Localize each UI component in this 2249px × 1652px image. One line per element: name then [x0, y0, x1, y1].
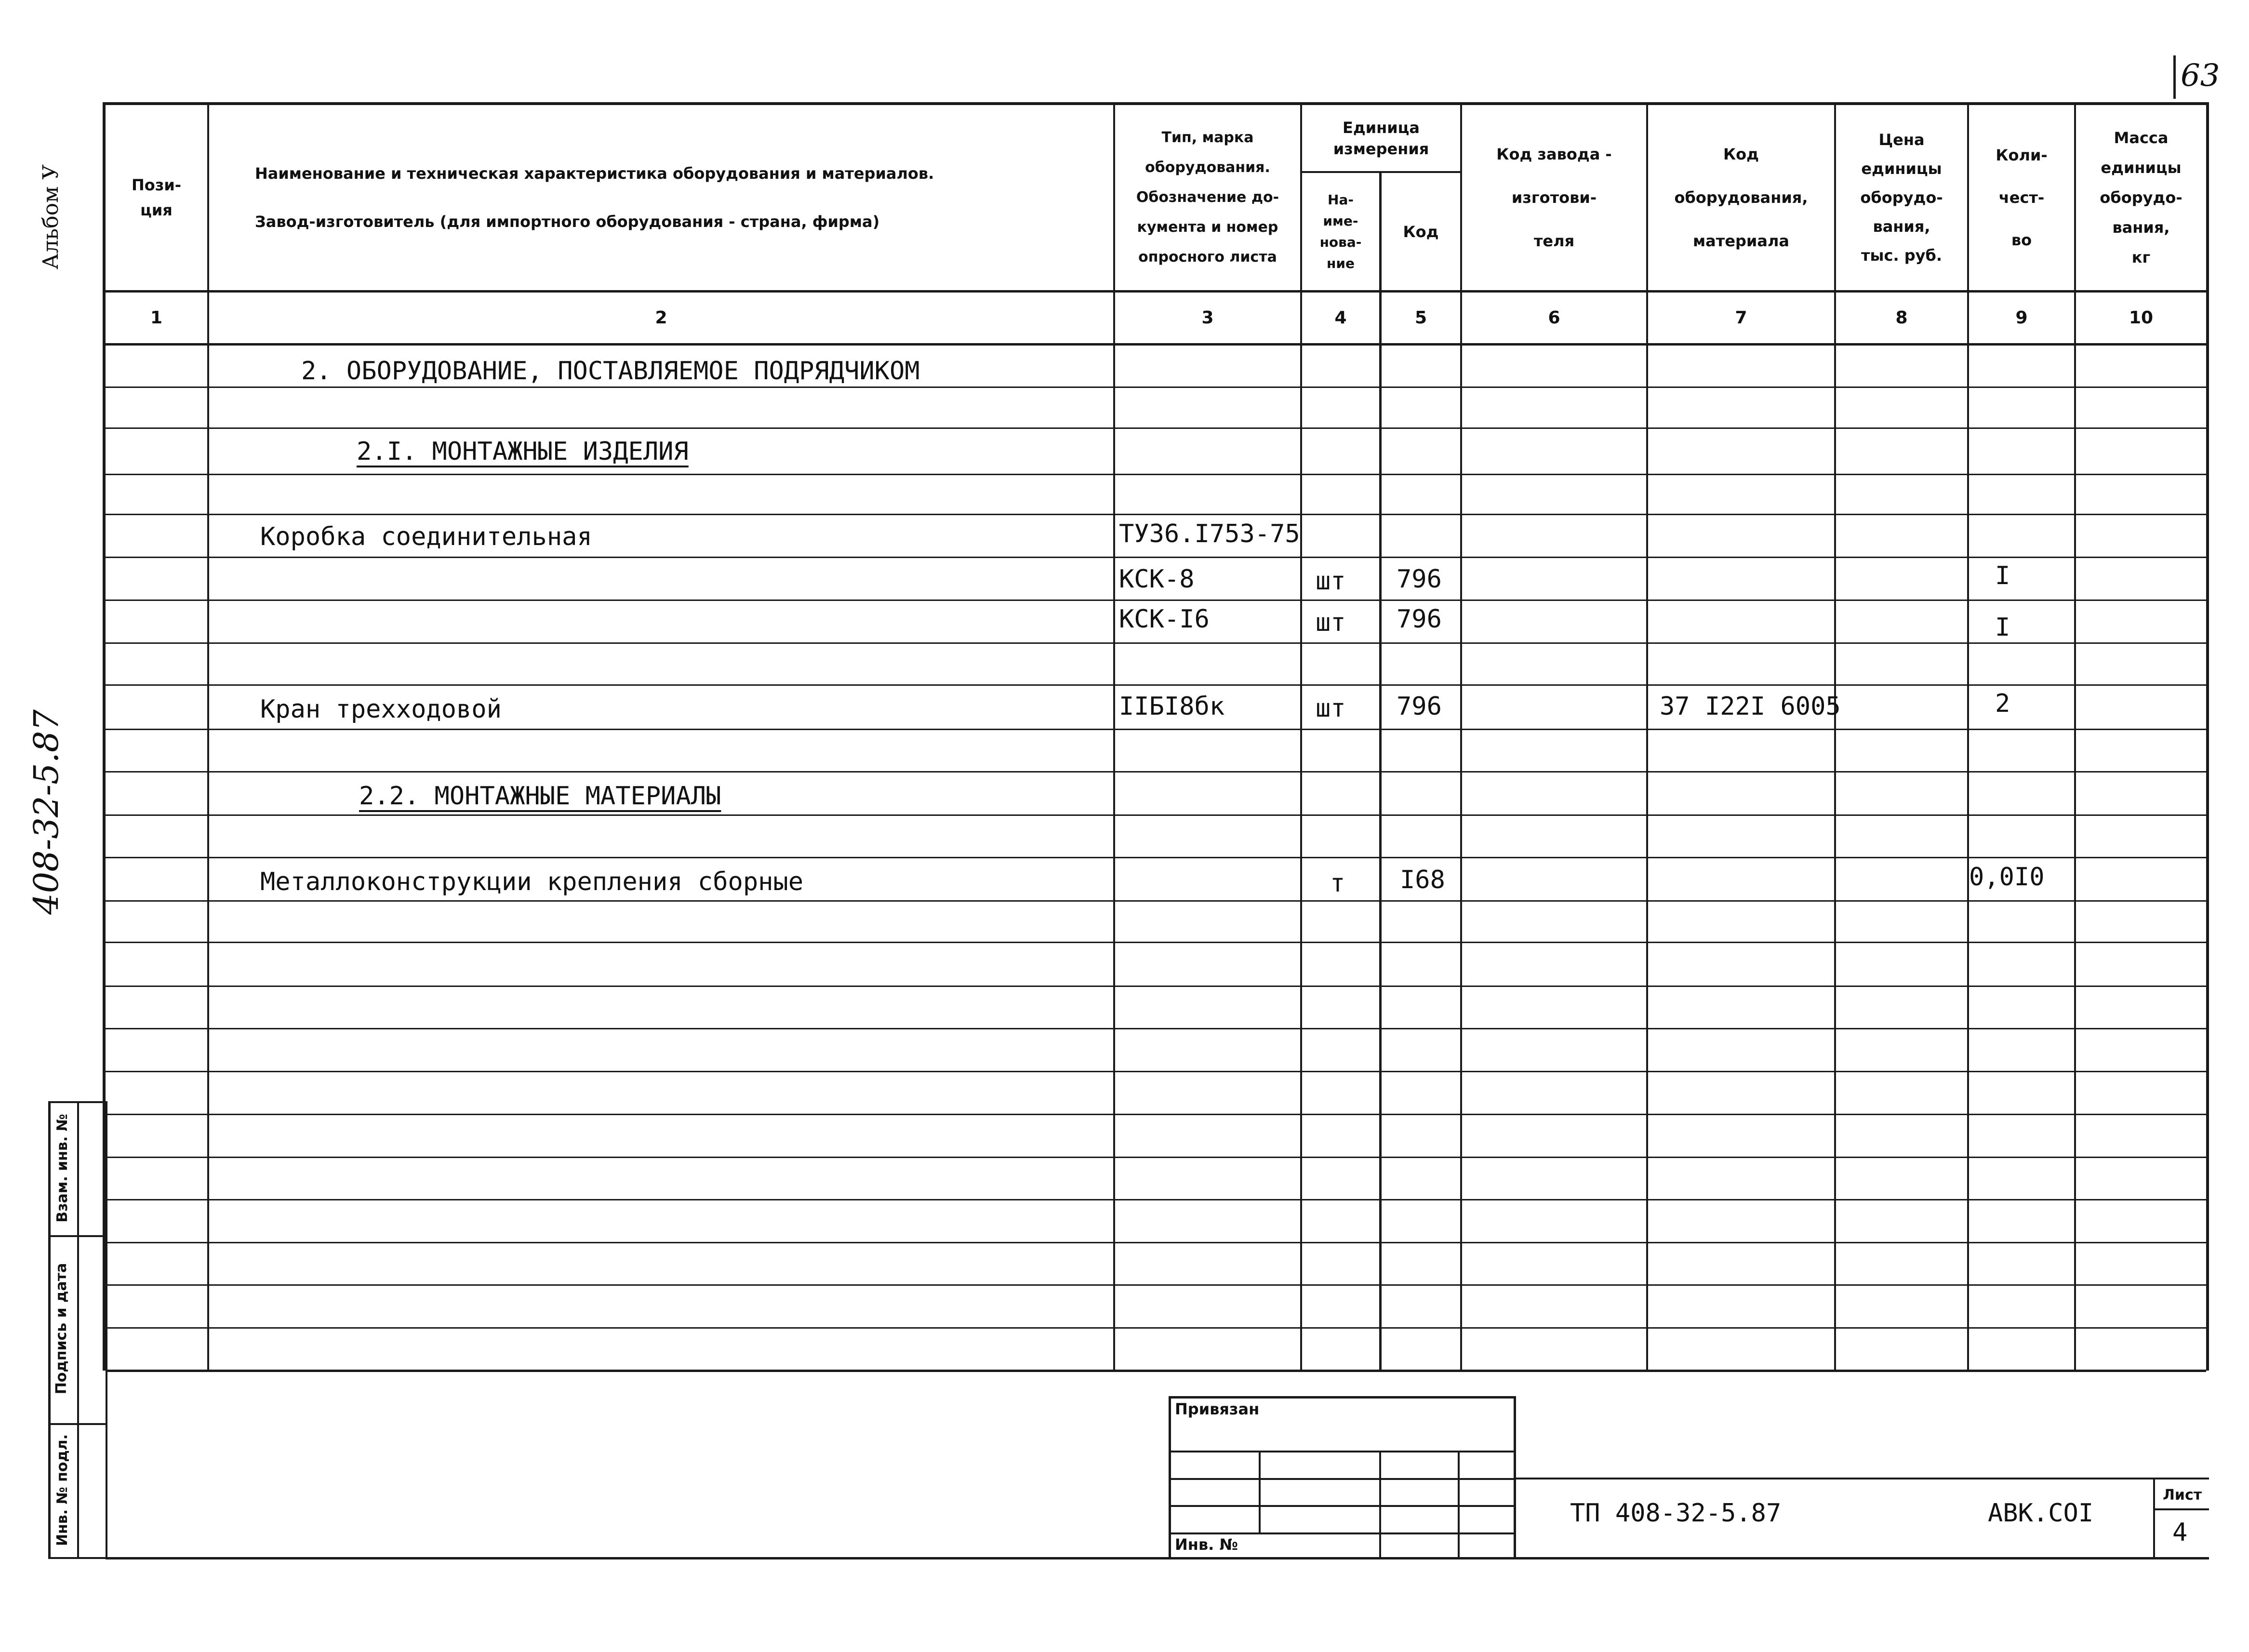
row-line: [106, 1028, 2206, 1029]
row-line: [106, 1157, 2206, 1158]
side-stamp-mid: [77, 1101, 79, 1559]
row-line: [106, 942, 2206, 943]
sheet-box-left: [2153, 1478, 2155, 1559]
privyazan-line4: [1169, 1532, 1516, 1534]
item-type: IIБI8бк: [1119, 692, 1225, 721]
header-equipment-code: [1648, 105, 1834, 290]
section-heading: 2.2. МОНТАЖНЫЕ МАТЕРИАЛЫ: [359, 782, 721, 811]
privyazan-col1: [1259, 1451, 1261, 1534]
header-type: [1115, 105, 1300, 290]
sheet-box-mid: [2153, 1508, 2209, 1510]
doc-code: ТП 408-32-5.87: [1570, 1499, 1782, 1528]
table-right-border: [2206, 102, 2209, 1371]
sheet-label: Лист: [2163, 1487, 2202, 1504]
header-unit-code-text: Код: [1403, 222, 1439, 241]
item-quantity: I: [1995, 613, 2010, 642]
header-equipment-code-text: Код оборудования, материала: [1674, 145, 1808, 250]
col-number: 4: [1334, 308, 1347, 328]
album-label-text: Альбом У: [39, 164, 63, 270]
doc-mark: АВК.COI: [1988, 1499, 2094, 1528]
row-line: [106, 729, 2206, 730]
row-line: [106, 771, 2206, 773]
header-position: [106, 105, 207, 290]
colnum-bottom-border: [103, 343, 2206, 346]
header-unit-name: [1302, 173, 1379, 290]
item-unit-code: I68: [1400, 866, 1445, 894]
row-line: [106, 474, 2206, 475]
item-name: Кран трехходовой: [260, 695, 502, 724]
item-equipment-code: 37 I22I 6005: [1660, 692, 1841, 721]
privyazan-col3: [1458, 1451, 1460, 1559]
row-line: [106, 642, 2206, 644]
col-number: 3: [1201, 308, 1214, 328]
item-type: КСК-8: [1119, 565, 1195, 594]
header-plant-code-text: Код завода - изготови- теля: [1496, 145, 1612, 250]
row-line: [106, 986, 2206, 987]
col-number: 8: [1895, 308, 1908, 328]
header-name-text: Наименование и техническая характеристика оборудования и материалов. Завод-изготовитель (для импортного оборудования - страна, фирма): [255, 164, 934, 231]
privyazan-line1: [1169, 1451, 1516, 1452]
header-name: [209, 105, 1113, 290]
item-quantity: 0,0I0: [1969, 863, 2045, 892]
header-unit-group-text: Единица измерения: [1333, 118, 1429, 158]
header-position-text: Пози- ция: [131, 176, 182, 219]
privyazan-line3: [1169, 1505, 1516, 1507]
side-stamp-left: [48, 1101, 51, 1559]
col-number: 10: [2129, 308, 2154, 328]
header-unit-name-text: На- име- нова- ние: [1319, 191, 1362, 271]
sheet-number: 4: [2172, 1518, 2188, 1547]
row-line: [106, 557, 2206, 558]
row-line: [106, 514, 2206, 515]
doc-area-top: [1514, 1478, 2209, 1479]
item-name: Коробка соединительная: [260, 522, 592, 551]
row-line: [106, 814, 2206, 816]
header-type-text: Тип, марка оборудования. Обозначение до- кумента и номер опросного листа: [1136, 129, 1279, 266]
col-number: 1: [150, 308, 163, 328]
item-unit-code: 796: [1397, 565, 1442, 594]
side-stamp-podpis: Подпись и дата: [53, 1263, 70, 1395]
row-line: [106, 1071, 2206, 1072]
page-number: 63: [2181, 58, 2220, 93]
item-unit: шт: [1316, 608, 1346, 637]
row-line: [106, 1242, 2206, 1243]
row-line: [106, 1327, 2206, 1329]
item-unit-code: 796: [1397, 605, 1442, 634]
row-line: [106, 427, 2206, 429]
handwritten-code-text: 408-32-5.87: [27, 709, 66, 915]
table-bottom-border: [106, 1370, 2206, 1372]
item-type: ТУ36.I753-75: [1119, 520, 1300, 548]
header-price-text: Цена единицы оборудо- вания, тыс. руб.: [1860, 131, 1943, 265]
col-number: 7: [1735, 308, 1747, 328]
header-quantity: [1969, 105, 2074, 290]
side-stamp-vzam: Взам. инв. №: [54, 1114, 71, 1223]
privyazan-col2: [1379, 1451, 1381, 1559]
item-name: Металлоконструкции крепления сборные: [260, 867, 804, 896]
section-heading: 2. ОБОРУДОВАНИЕ, ПОСТАВЛЯЕМОЕ ПОДРЯДЧИКОМ: [301, 357, 920, 386]
item-unit-code: 796: [1397, 692, 1442, 721]
page-number-bracket: [2173, 55, 2176, 99]
title-block-bottom: [106, 1557, 2209, 1559]
privyazan-label: Привязан: [1175, 1400, 1260, 1418]
header-unit-group: [1302, 105, 1460, 171]
row-line: [106, 684, 2206, 686]
row-line: [106, 1114, 2206, 1115]
row-line: [106, 900, 2206, 902]
col-number: 6: [1548, 308, 1560, 328]
privyazan-line2: [1169, 1478, 1516, 1480]
row-line: [106, 857, 2206, 858]
item-unit: шт: [1316, 694, 1346, 723]
header-price: [1836, 105, 1967, 290]
privyazan-top: [1169, 1396, 1516, 1399]
item-unit: т: [1330, 869, 1345, 898]
row-line: [106, 1284, 2206, 1286]
item-quantity: 2: [1995, 689, 2010, 718]
col-number: 5: [1414, 308, 1427, 328]
section-heading: 2.I. МОНТАЖНЫЕ ИЗДЕЛИЯ: [357, 437, 689, 466]
col-number: 9: [2015, 308, 2028, 328]
side-stamp-bottom: [48, 1557, 107, 1559]
header-unit-code: [1382, 173, 1460, 290]
col-number: 2: [655, 308, 667, 328]
side-stamp-right: [106, 1101, 107, 1559]
header-quantity-text: Коли- чест- во: [1996, 146, 2048, 249]
handwritten-code: [27, 696, 70, 928]
header-mass: [2076, 105, 2206, 290]
item-unit: шт: [1316, 567, 1346, 596]
album-label: [39, 154, 67, 280]
inv-no-label: Инв. №: [1175, 1535, 1238, 1554]
row-line: [106, 600, 2206, 601]
header-mass-text: Масса единицы оборудо- вания, кг: [2100, 129, 2182, 266]
side-stamp-inv: Инв. № подл.: [54, 1434, 71, 1546]
header-plant-code: [1462, 105, 1646, 290]
item-quantity: I: [1995, 561, 2010, 590]
row-line: [106, 386, 2206, 388]
item-type: КСК-I6: [1119, 605, 1210, 634]
row-line: [106, 1199, 2206, 1200]
